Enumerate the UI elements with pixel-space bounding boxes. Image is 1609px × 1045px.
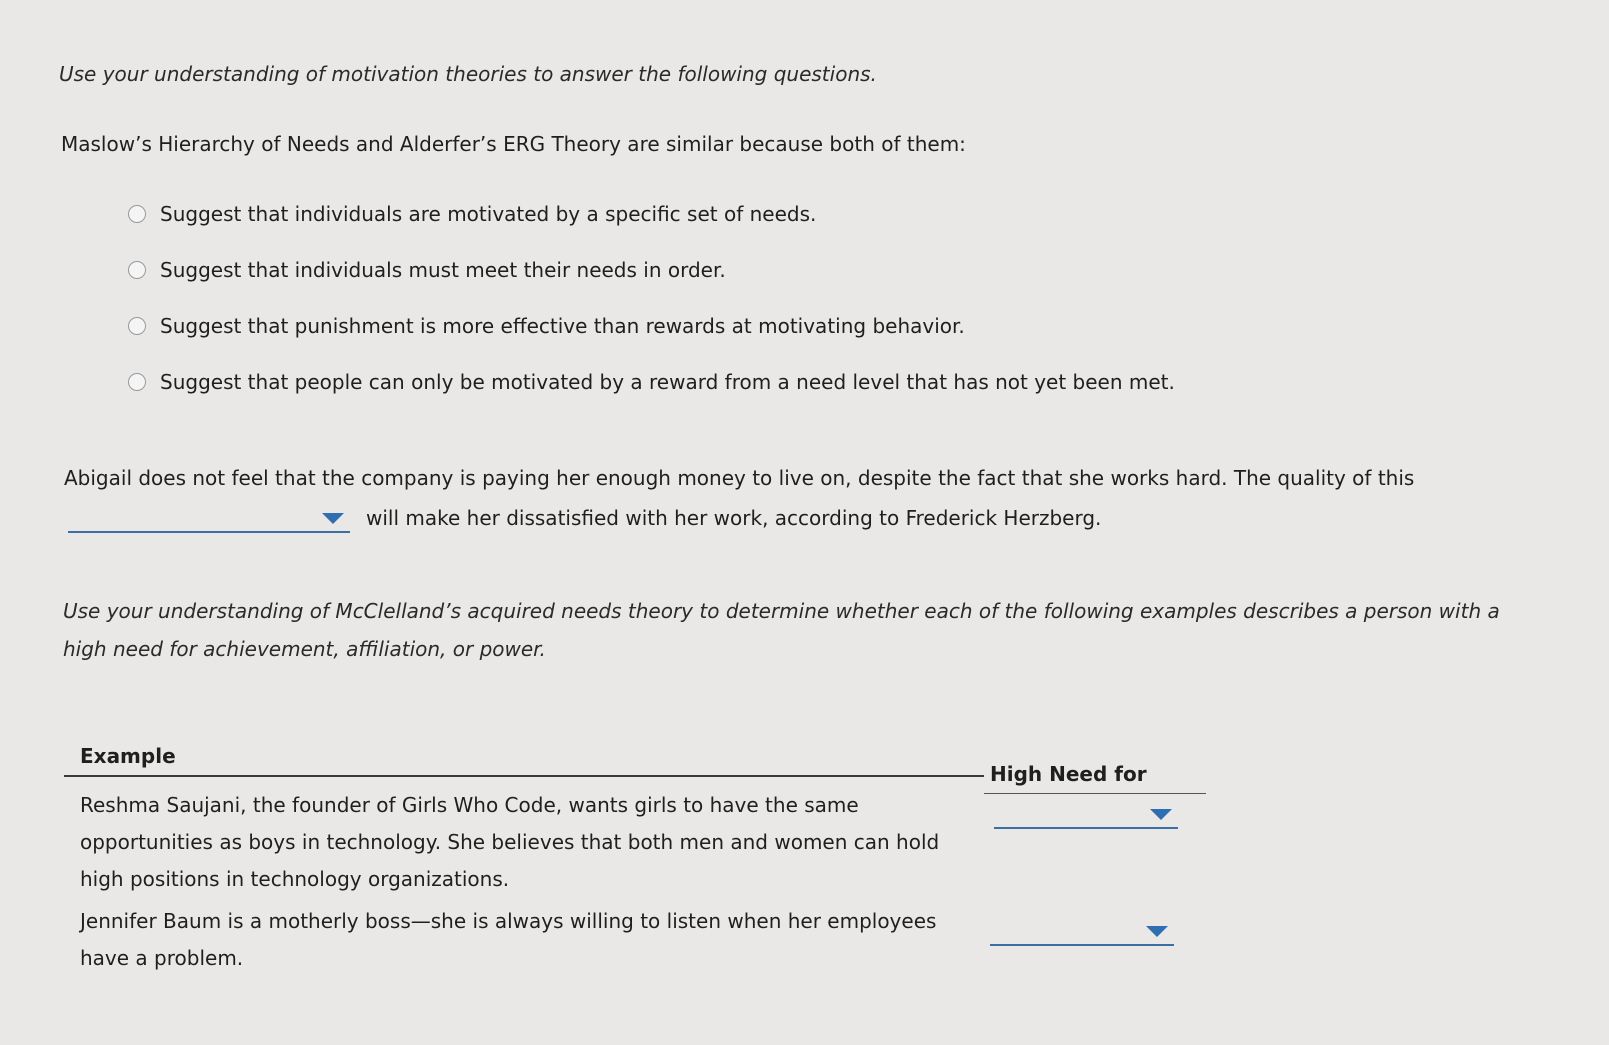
option-3[interactable] — [128, 314, 965, 338]
chevron-down-icon — [1146, 926, 1168, 937]
radio-button[interactable] — [128, 261, 146, 279]
question-1-prompt: Maslow’s Hierarchy of Needs and Alderfer’s ERG Theory are similar because both of them: — [61, 132, 966, 156]
radio-button[interactable] — [128, 205, 146, 223]
chevron-down-icon — [322, 513, 344, 524]
question-2-text-before: Abigail does not feel that the company is paying her enough money to live on, despite the fact that she works hard. The quality of this — [64, 466, 1415, 490]
option-2[interactable] — [128, 258, 726, 282]
column-header-example: Example — [80, 744, 176, 768]
question-2-text-after: will make her dissatisfied with her work, according to Frederick Herzberg. — [366, 506, 1102, 530]
table-header-rule — [64, 775, 984, 777]
question-2 — [64, 458, 1424, 538]
option-1[interactable] — [128, 202, 816, 226]
question-3-instruction: Use your understanding of McClelland’s acquired needs theory to determine whether each of the following examples describes a person with a high need for achievement, affiliation, or power. — [63, 599, 1500, 661]
table-row-example: Reshma Saujani, the founder of Girls Who Code, wants girls to have the same opportunities as boys in technology. She believes that both men and women can hold high positions in technology organizations. — [80, 793, 940, 891]
need-dropdown-row-2[interactable] — [990, 920, 1174, 946]
table-header-rule-right — [984, 793, 1206, 794]
chevron-down-icon — [1150, 809, 1172, 820]
option-label: Suggest that people can only be motivated by a reward from a need level that has not yet been met. — [160, 370, 1175, 394]
option-label: Suggest that individuals must meet their needs in order. — [160, 258, 726, 282]
intro-instruction: Use your understanding of motivation theories to answer the following questions. — [59, 62, 877, 86]
option-4[interactable] — [128, 370, 1175, 394]
table-row-example: Jennifer Baum is a motherly boss—she is always willing to listen when her employees have a problem. — [80, 909, 937, 970]
need-dropdown-row-1[interactable] — [994, 803, 1178, 829]
radio-button[interactable] — [128, 317, 146, 335]
herzberg-factor-dropdown[interactable] — [68, 507, 350, 533]
option-label: Suggest that individuals are motivated by a specific set of needs. — [160, 202, 817, 226]
option-label: Suggest that punishment is more effective than rewards at motivating behavior. — [160, 314, 965, 338]
radio-button[interactable] — [128, 373, 146, 391]
column-header-high-need: High Need for — [990, 762, 1147, 786]
